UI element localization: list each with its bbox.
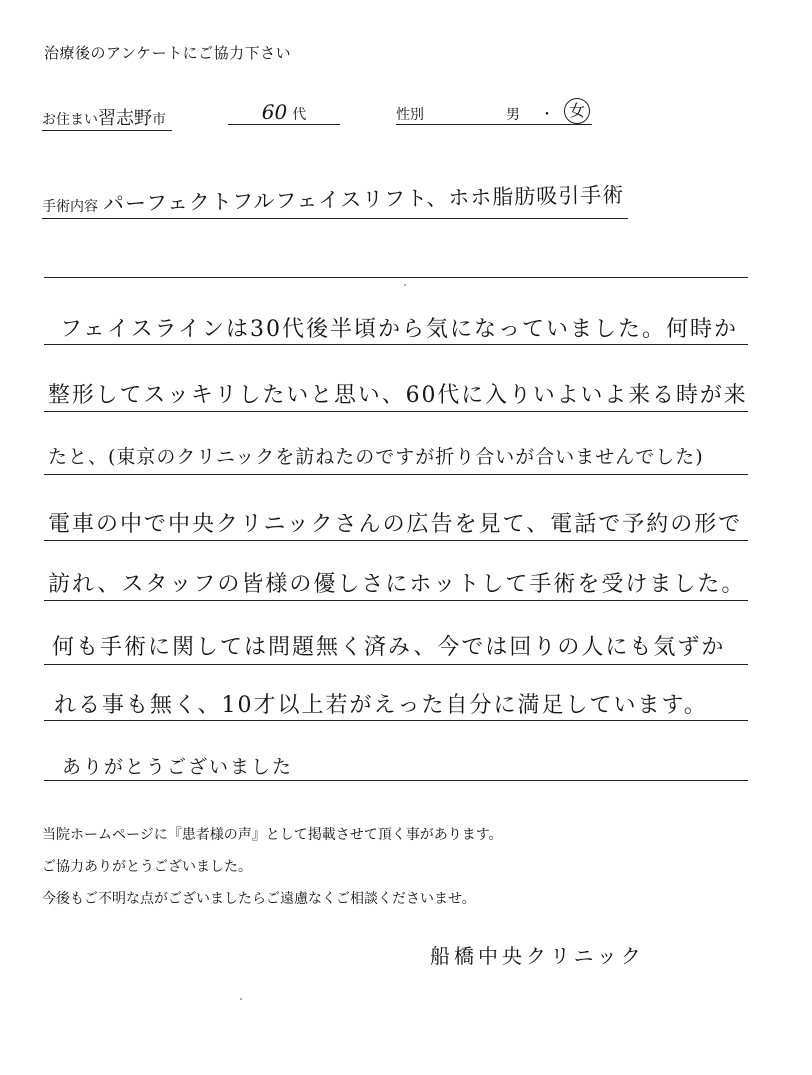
writing-line: [44, 780, 748, 781]
residence-suffix: 市: [152, 112, 166, 128]
writing-line: [44, 540, 748, 541]
gender-option-male: 男: [506, 107, 520, 123]
comment-line: ありがとうございました: [62, 756, 294, 778]
form-heading: 治療後のアンケートにご協力下さい: [44, 44, 292, 62]
clinic-name: 船橋中央クリニック: [430, 944, 645, 968]
writing-line: [44, 344, 748, 345]
comment-line: 何も手術に関しては問題無く済み、今では回りの人にも気ずか: [52, 635, 726, 660]
gender-label: 性別: [396, 107, 424, 123]
gender-option-female: 女: [564, 98, 590, 124]
writing-line: [44, 411, 748, 412]
gender-separator: ・: [540, 107, 554, 123]
note-line: 今後もご不明な点がございましたらご遠慮なくご相談くださいませ。: [42, 891, 476, 907]
note-line: ご協力ありがとうございました。: [42, 859, 252, 875]
residence-field: [42, 104, 172, 131]
comment-line: フェイスラインは30代後半頃から気になっていました。何時か: [60, 317, 739, 342]
comment-line: 訪れ、スタッフの皆様の優しさにホットして手術を受けました。: [48, 572, 746, 597]
writing-line: [44, 277, 748, 278]
scan-speck: [404, 284, 406, 286]
procedure-value: パーフェクトフルフェイスリフト、ホホ脂肪吸引手術: [102, 182, 625, 216]
procedure-field: [42, 182, 628, 219]
writing-line: [44, 720, 748, 721]
residence-label: お住まい: [42, 112, 98, 128]
comment-line: 電車の中で中央クリニックさんの広告を見て、電話で予約の形で: [48, 512, 743, 537]
age-suffix: 代: [292, 107, 307, 123]
gender-field: [396, 101, 592, 125]
residence-value: 習志野: [98, 108, 152, 129]
procedure-label: 手術内容: [42, 199, 98, 215]
note-line: 当院ホームページに『患者様の声』として掲載させて頂く事があります。: [42, 827, 503, 843]
scan-speck: [240, 998, 242, 1000]
writing-line: [44, 664, 748, 665]
age-value: 60: [261, 100, 288, 124]
writing-line: [44, 474, 748, 475]
age-field: [228, 100, 340, 125]
writing-line: [44, 600, 748, 601]
comment-line: 整形してスッキリしたいと思い、60代に入りいよいよ来る時が来: [48, 383, 748, 408]
comment-line: れる事も無く、10才以上若がえった自分に満足しています。: [54, 693, 708, 718]
comment-line: たと、(東京のクリニックを訪ねたのですが折り合いが合いませんでした): [48, 446, 704, 468]
